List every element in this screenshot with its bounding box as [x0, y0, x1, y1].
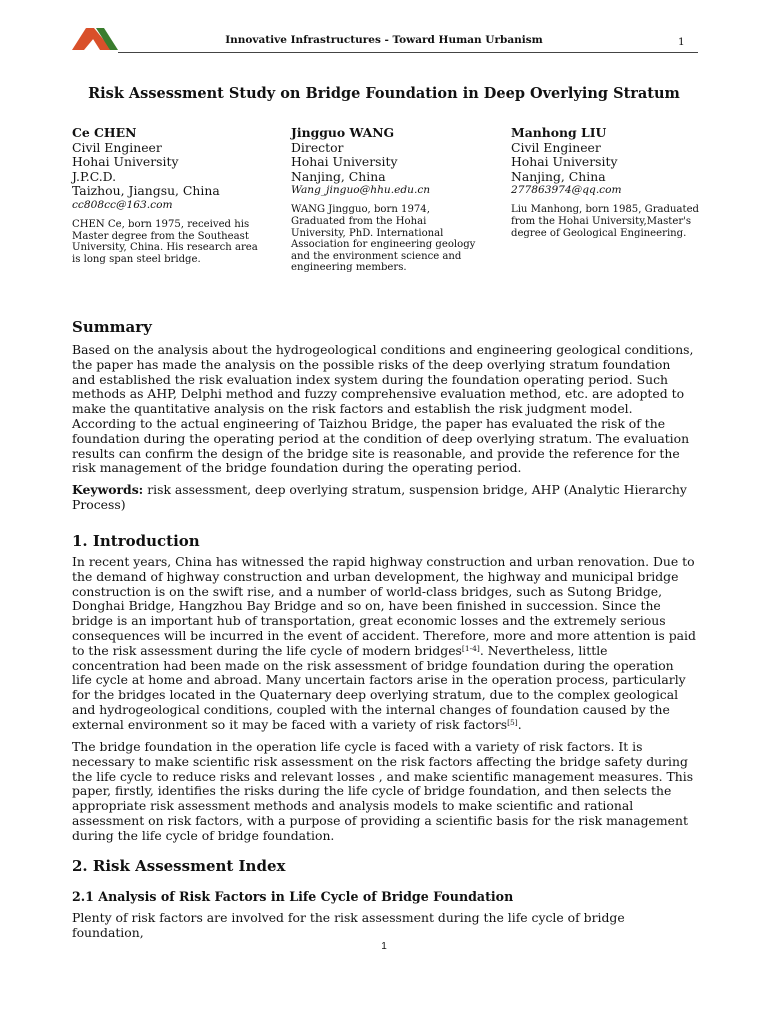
- author-location: Nanjing, China: [291, 168, 386, 184]
- author-affiliation: Hohai University: [291, 154, 398, 170]
- header-page-number: 1: [678, 36, 685, 48]
- keywords-label: Keywords:: [72, 482, 144, 497]
- author-block: [72, 126, 262, 265]
- paper-title: Risk Assessment Study on Bridge Foundation in Deep Overlying Stratum: [88, 85, 680, 102]
- introduction-paragraph-1: [72, 555, 697, 733]
- author-email[interactable]: 277863974@qq.com: [511, 184, 622, 197]
- conference-logo: [72, 24, 118, 50]
- keywords-text: risk assessment, deep overlying stratum, suspension bridge, AHP (Analytic Hierarchy Process): [72, 482, 687, 512]
- summary-heading: Summary: [72, 318, 152, 336]
- section-heading-risk-assessment: 2. Risk Assessment Index: [72, 857, 286, 875]
- author-email[interactable]: Wang_jinguo@hhu.edu.cn: [291, 184, 431, 197]
- author-block: [291, 126, 481, 274]
- section2-paragraph-1: Plenty of risk factors are involved for the risk assessment during the life cycle of bridge foundation,: [72, 910, 625, 940]
- author-name: Manhong LIU: [511, 125, 607, 140]
- author-location: Taizhou, Jiangsu, China: [72, 183, 220, 199]
- conference-title: Innovative Infrastructures - Toward Human Urbanism: [225, 34, 543, 46]
- citation-ref: [1-4]: [461, 643, 480, 653]
- summary-paragraph: Based on the analysis about the hydrogeological conditions and engineering geological conditions, the paper has made the analysis on the possible risks of the deep overlying stratum foundation and established the risk evaluation index system during the foundation operating period. Such methods as AHP, Delphi method and fuzzy comprehensive evaluation method, etc. are adopted to make the quantitative analysis on the risk factors and establish the risk judgment model. According to the actual engineering of Taizhou Bridge, the paper has evaluated the risk of the foundation during the operating period at the condition of deep overlying stratum. The evaluation results can confirm the design of the bridge site is reasonable, and provide the reference for the risk management of the bridge foundation during the operating period.: [72, 342, 694, 476]
- author-location: Nanjing, China: [511, 168, 606, 184]
- author-position: Civil Engineer: [511, 139, 601, 155]
- paragraph-text: In recent years, China has witnessed the rapid highway construction and urban renovation. Due to the demand of highway construction and urban development, the highway and municipal bridge construction is on the swift rise, and a number of world-class bridges, such as Sutong Bridge, Donghai Bridge, Hangzhou Bay Bridge and so on, have been finished in succession. Since the bridge is an important hub of transportation, great economic losses and the extremely serious consequences will be incurred in the event of accident. Therefore, more and more attention is paid to the risk assessment during the life cycle of modern bridges: [72, 554, 696, 658]
- author-block: [511, 126, 711, 239]
- author-affiliation: J.P.C.D.: [72, 168, 117, 184]
- footer-page-number: 1: [381, 941, 387, 952]
- author-bio: Liu Manhong, born 1985, Graduated from the Hohai University,Master's degree of Geological Engineering.: [511, 204, 700, 239]
- author-email[interactable]: cc808cc@163.com: [72, 198, 173, 211]
- keywords: [72, 483, 697, 513]
- author-bio: CHEN Ce, born 1975, received his Master degree from the Southeast University, China. His research area is long span steel bridge.: [72, 218, 258, 265]
- author-bio: WANG Jingguo, born 1974, Graduated from the Hohai University, PhD. International Association for engineering geology and the environment science and engineering members.: [291, 204, 476, 274]
- author-position: Civil Engineer: [72, 139, 162, 155]
- author-name: Ce CHEN: [72, 125, 137, 140]
- paragraph-text: . Nevertheless, little concentration had been made on the risk assessment of bridge foundation during the operation life cycle at home and abroad. Many uncertain factors arise in the operation process, particularly for the bridges located in the Quaternary deep overlying stratum, due to the complex geological and hydrogeological conditions, coupled with the internal changes of foundation caused by the external environment so it may be faced with a variety of risk factors: [72, 642, 686, 732]
- citation-ref: [5]: [507, 717, 518, 727]
- subsection-heading: 2.1 Analysis of Risk Factors in Life Cycle of Bridge Foundation: [72, 889, 514, 904]
- section-heading-introduction: 1. Introduction: [72, 532, 200, 550]
- author-name: Jingguo WANG: [291, 125, 395, 140]
- author-affiliation: Hohai University: [511, 154, 618, 170]
- author-position: Director: [291, 139, 344, 155]
- author-affiliation: Hohai University: [72, 154, 179, 170]
- introduction-paragraph-2: The bridge foundation in the operation life cycle is faced with a variety of risk factors. It is necessary to make scientific risk assessment on the risk factors affecting the bridge safety during the life cycle to reduce risks and relevant losses , and make scientific management measures. This paper, firstly, identifies the risks during the life cycle of bridge foundation, and then selects the appropriate risk assessment methods and analysis models to make scientific and rational assessment on risk factors, with a purpose of providing a scientific basis for the risk management during the life cycle of bridge foundation.: [72, 739, 694, 843]
- paragraph-text: .: [517, 716, 522, 732]
- header-divider: [118, 52, 698, 53]
